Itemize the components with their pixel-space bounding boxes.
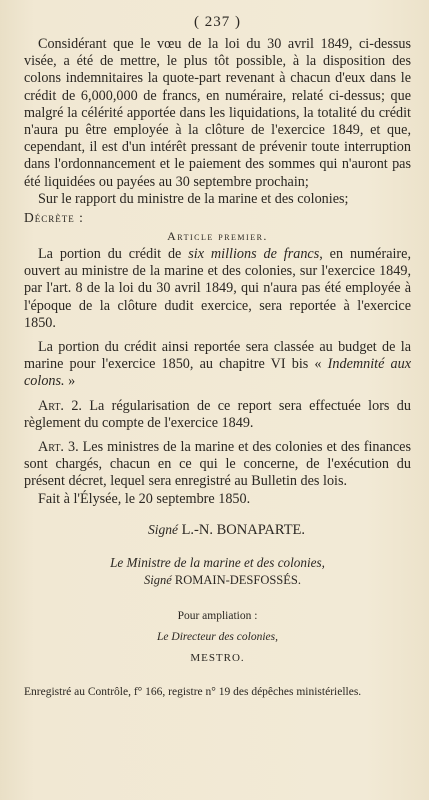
president-signature: [42, 522, 411, 539]
ampliation-line: Pour ampliation :: [177, 609, 258, 622]
minister-title: Le Ministre de la marine et des colonies,: [110, 554, 325, 570]
enregistrement-note: Enregistré au Contrôle, f° 166, registre n° 19 des dépêches ministérielles.: [24, 685, 362, 698]
director-name: MESTRO.: [190, 651, 245, 664]
budget-text-a: La portion du crédit ainsi reportée sera classée au budget de la marine pour l'exercice 1850, au chapitre VI bis «: [24, 339, 411, 373]
rapport-paragraph: Sur le rapport du ministre de la marine et des colonies;: [38, 190, 349, 207]
article-1-budget-paragraph: [24, 339, 411, 391]
article-1-text-b: , en numéraire, ouvert au ministre de la marine et des colonies, sur l'exercice 1849, par l'art. 8 de la loi du 30 avril 1849, qui n'aura pas été employée à l'époque de la clôture dudit exercice, sera reportée à l'exercice 1850.: [24, 246, 412, 331]
budget-chapter-title: Indemnité aux colons.: [24, 356, 411, 390]
article-premier-title: Article premier.: [167, 229, 268, 244]
article-3-text: Les ministres de la marine et des colonies et des finances sont chargés, chacun en ce qui le concerne, de l'exécution du présent décret, lequel sera enregistré au Bulletin des lois.: [24, 439, 411, 490]
article-2-text: La régularisation de ce report sera effectuée lors du règlement du compte de l'exercice 1849.: [24, 397, 411, 431]
article-2-label: Art. 2.: [38, 397, 82, 414]
spacer: [24, 432, 411, 439]
considerant-paragraph: Considérant que le vœu de la loi du 30 avril 1849, ci-dessus visée, a été de mettre, le plus tôt possible, à la disposition des colons indemnitaires la quote-part revenant à chacun d'eux dans le crédit de 6,000,000 de francs, en numéraire, relaté ci-dessus; que malgré la célérité apportée dans les liquidations, la totalité du crédit n'aura pu être employée à la clôture de l'exercice 1849, et que, cependant, il est d'un intérêt pressant de prévenir toute interruption dans l'ordonnancement et le paiement des sommes qui n'auront pas été liquidées ou payées au 30 septembre prochain;: [24, 36, 411, 190]
page-number: ( 237 ): [194, 14, 241, 30]
spacer: [24, 332, 411, 339]
article-1-text-a: La portion du crédit de: [38, 246, 189, 263]
budget-text-b: »: [64, 373, 76, 390]
signe-label: Signé: [147, 521, 178, 537]
article-3-paragraph: [24, 439, 411, 491]
spacer: [24, 391, 411, 398]
article-2-paragraph: [24, 398, 411, 432]
article-1-paragraph: [24, 246, 411, 332]
article-3-label: Art. 3.: [38, 439, 79, 456]
president-name: L.-N. BONAPARTE.: [181, 521, 306, 538]
article-1-amount: six millions de francs: [188, 246, 320, 263]
decrete-heading: Décrète :: [24, 210, 84, 226]
minister-name: ROMAIN-DESFOSSÉS.: [174, 572, 301, 587]
signe-label-2: Signé: [144, 572, 172, 587]
minister-signature: [34, 573, 411, 588]
fait-line: Fait à l'Élysée, le 20 septembre 1850.: [38, 490, 251, 507]
director-title: Le Directeur des colonies,: [157, 630, 278, 643]
